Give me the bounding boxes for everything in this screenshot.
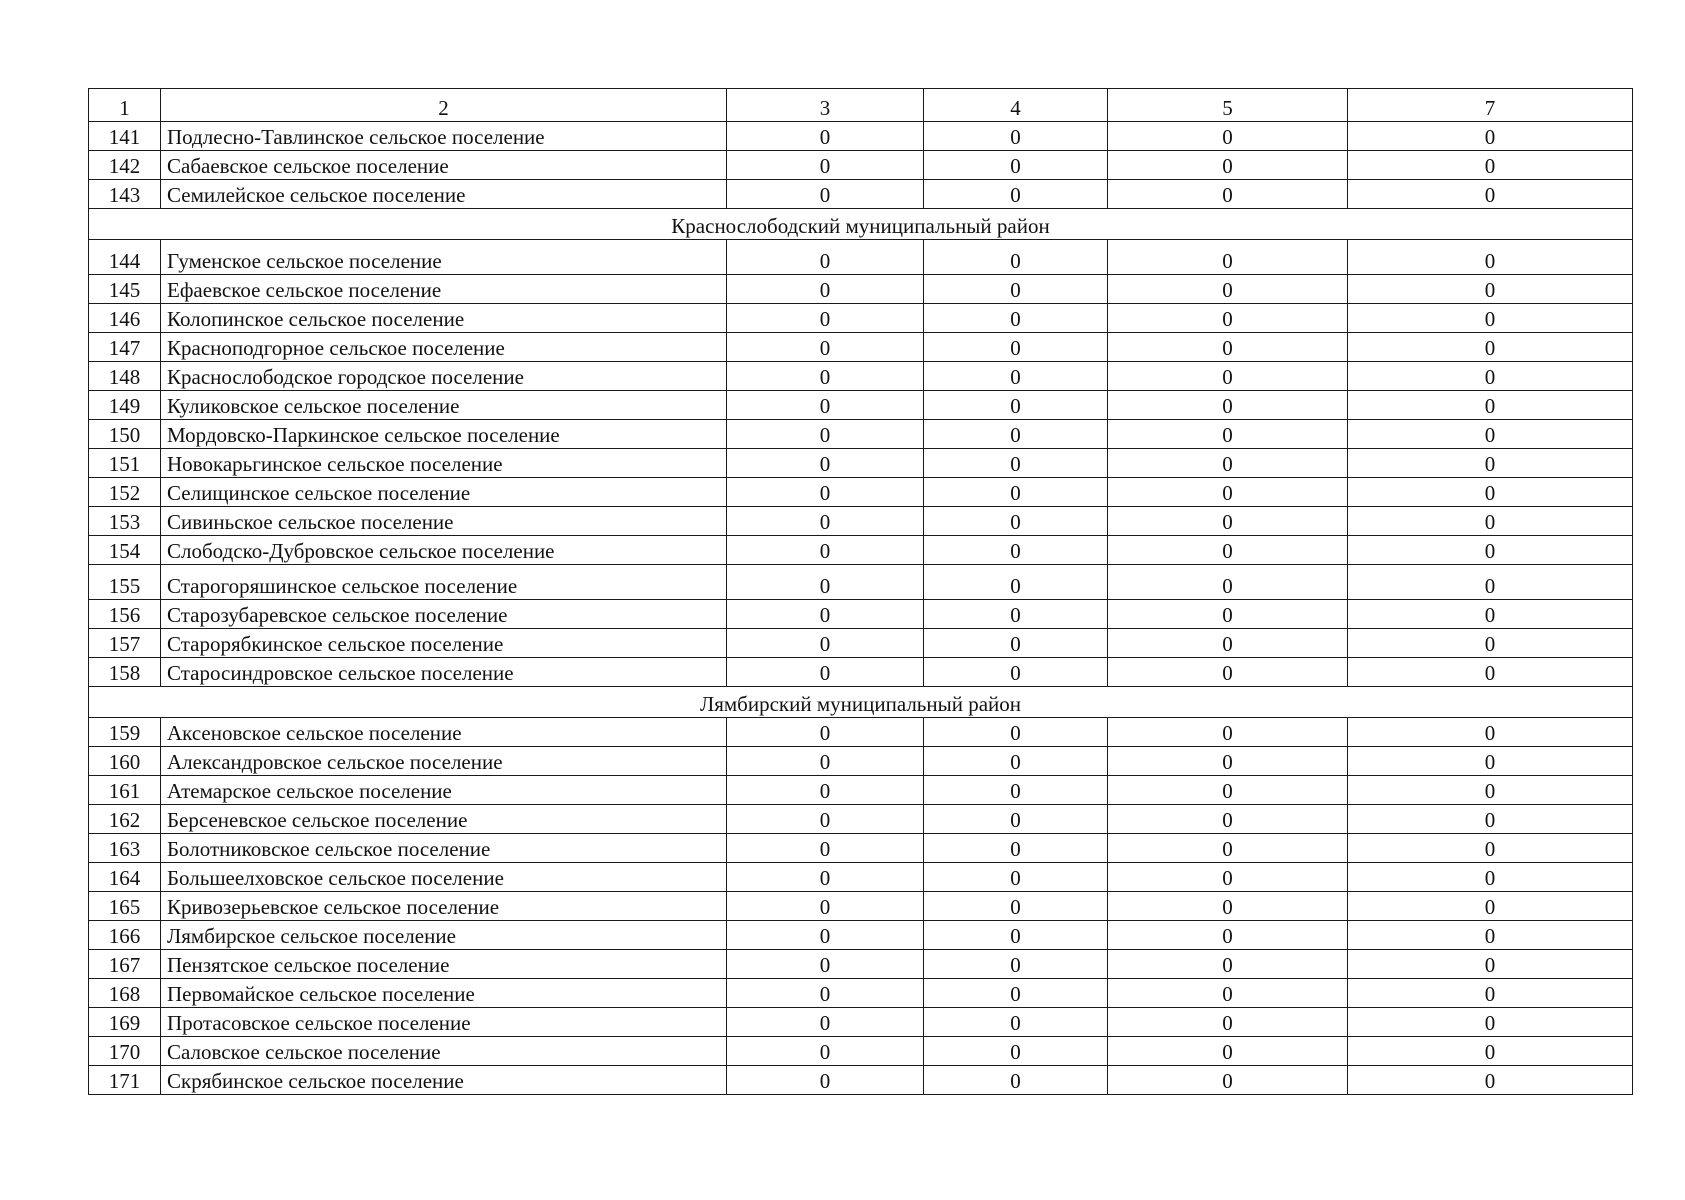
settlement-name: Протасовское сельское поселение (161, 1008, 727, 1037)
value-cell: 0 (1348, 275, 1633, 304)
header-cell: 5 (1108, 89, 1348, 122)
value-cell: 0 (727, 921, 924, 950)
row-number: 146 (89, 304, 161, 333)
value-cell: 0 (924, 362, 1108, 391)
value-cell: 0 (1348, 658, 1633, 687)
value-cell: 0 (1348, 950, 1633, 979)
row-number: 167 (89, 950, 161, 979)
row-number: 171 (89, 1066, 161, 1095)
value-cell: 0 (727, 536, 924, 565)
table-row (89, 658, 1633, 687)
row-number: 164 (89, 863, 161, 892)
row-number: 169 (89, 1008, 161, 1037)
value-cell: 0 (1108, 304, 1348, 333)
table-row (89, 362, 1633, 391)
settlement-name: Лямбирское сельское поселение (161, 921, 727, 950)
header-cell: 4 (924, 89, 1108, 122)
value-cell: 0 (727, 420, 924, 449)
value-cell: 0 (1348, 863, 1633, 892)
value-cell: 0 (1108, 863, 1348, 892)
value-cell: 0 (727, 1008, 924, 1037)
settlement-name: Старозубаревское сельское поселение (161, 600, 727, 629)
header-cell: 7 (1348, 89, 1633, 122)
settlement-name: Скрябинское сельское поселение (161, 1066, 727, 1095)
value-cell: 0 (727, 333, 924, 362)
row-number: 147 (89, 333, 161, 362)
value-cell: 0 (1108, 180, 1348, 209)
value-cell: 0 (1108, 391, 1348, 420)
value-cell: 0 (1108, 478, 1348, 507)
value-cell: 0 (924, 834, 1108, 863)
value-cell: 0 (1348, 420, 1633, 449)
value-cell: 0 (924, 391, 1108, 420)
value-cell: 0 (1108, 834, 1348, 863)
value-cell: 0 (1348, 151, 1633, 180)
value-cell: 0 (924, 333, 1108, 362)
row-number: 160 (89, 747, 161, 776)
row-number: 159 (89, 718, 161, 747)
value-cell: 0 (1108, 565, 1348, 600)
value-cell: 0 (727, 122, 924, 151)
value-cell: 0 (727, 1037, 924, 1066)
table-row (89, 747, 1633, 776)
table-row (89, 1037, 1633, 1066)
value-cell: 0 (924, 420, 1108, 449)
table-row (89, 921, 1633, 950)
settlement-name: Колопинское сельское поселение (161, 304, 727, 333)
value-cell: 0 (1348, 776, 1633, 805)
row-number: 157 (89, 629, 161, 658)
value-cell: 0 (727, 834, 924, 863)
value-cell: 0 (727, 892, 924, 921)
value-cell: 0 (924, 240, 1108, 275)
settlement-name: Слободско-Дубровское сельское поселение (161, 536, 727, 565)
row-number: 151 (89, 449, 161, 478)
row-number: 154 (89, 536, 161, 565)
value-cell: 0 (1348, 536, 1633, 565)
value-cell: 0 (1348, 979, 1633, 1008)
table-row (89, 1066, 1633, 1095)
table-row (89, 275, 1633, 304)
value-cell: 0 (924, 629, 1108, 658)
section-title: Краснослободский муниципальный район (89, 209, 1633, 240)
settlement-name: Ефаевское сельское поселение (161, 275, 727, 304)
header-cell: 3 (727, 89, 924, 122)
settlement-name: Аксеновское сельское поселение (161, 718, 727, 747)
value-cell: 0 (1108, 151, 1348, 180)
value-cell: 0 (1108, 629, 1348, 658)
table-row (89, 776, 1633, 805)
settlement-name: Александровское сельское поселение (161, 747, 727, 776)
table-row (89, 180, 1633, 209)
section-row (89, 209, 1633, 240)
settlement-name: Куликовское сельское поселение (161, 391, 727, 420)
row-number: 168 (89, 979, 161, 1008)
value-cell: 0 (727, 1066, 924, 1095)
value-cell: 0 (1108, 776, 1348, 805)
value-cell: 0 (1348, 304, 1633, 333)
header-cell: 2 (161, 89, 727, 122)
settlement-name: Атемарское сельское поселение (161, 776, 727, 805)
value-cell: 0 (1108, 449, 1348, 478)
value-cell: 0 (1108, 275, 1348, 304)
value-cell: 0 (924, 658, 1108, 687)
value-cell: 0 (924, 507, 1108, 536)
value-cell: 0 (924, 1008, 1108, 1037)
settlements-table (88, 88, 1633, 1095)
settlement-name: Болотниковское сельское поселение (161, 834, 727, 863)
value-cell: 0 (924, 122, 1108, 151)
table-row (89, 391, 1633, 420)
row-number: 163 (89, 834, 161, 863)
value-cell: 0 (1108, 921, 1348, 950)
row-number: 144 (89, 240, 161, 275)
table-row (89, 834, 1633, 863)
value-cell: 0 (924, 892, 1108, 921)
value-cell: 0 (1348, 391, 1633, 420)
value-cell: 0 (1108, 718, 1348, 747)
row-number: 142 (89, 151, 161, 180)
value-cell: 0 (727, 600, 924, 629)
row-number: 166 (89, 921, 161, 950)
value-cell: 0 (727, 362, 924, 391)
value-cell: 0 (727, 507, 924, 536)
value-cell: 0 (727, 950, 924, 979)
value-cell: 0 (1108, 1037, 1348, 1066)
value-cell: 0 (1348, 1037, 1633, 1066)
row-number: 145 (89, 275, 161, 304)
value-cell: 0 (1348, 600, 1633, 629)
value-cell: 0 (1348, 1066, 1633, 1095)
table-row (89, 565, 1633, 600)
settlement-name: Мордовско-Паркинское сельское поселение (161, 420, 727, 449)
value-cell: 0 (1108, 979, 1348, 1008)
value-cell: 0 (924, 151, 1108, 180)
table-row (89, 805, 1633, 834)
settlement-name: Пензятское сельское поселение (161, 950, 727, 979)
value-cell: 0 (1348, 180, 1633, 209)
value-cell: 0 (1348, 805, 1633, 834)
table-row (89, 600, 1633, 629)
value-cell: 0 (924, 921, 1108, 950)
value-cell: 0 (727, 449, 924, 478)
value-cell: 0 (727, 629, 924, 658)
value-cell: 0 (1108, 600, 1348, 629)
value-cell: 0 (727, 275, 924, 304)
table-body (89, 89, 1633, 1095)
value-cell: 0 (1348, 565, 1633, 600)
value-cell: 0 (1348, 122, 1633, 151)
value-cell: 0 (727, 478, 924, 507)
settlement-name: Старорябкинское сельское поселение (161, 629, 727, 658)
value-cell: 0 (1348, 747, 1633, 776)
table-row (89, 478, 1633, 507)
value-cell: 0 (1348, 834, 1633, 863)
row-number: 158 (89, 658, 161, 687)
row-number: 143 (89, 180, 161, 209)
row-number: 156 (89, 600, 161, 629)
value-cell: 0 (1108, 805, 1348, 834)
value-cell: 0 (924, 805, 1108, 834)
settlement-name: Селищинское сельское поселение (161, 478, 727, 507)
section-row (89, 687, 1633, 718)
table-row (89, 333, 1633, 362)
value-cell: 0 (1348, 507, 1633, 536)
table-row (89, 304, 1633, 333)
value-cell: 0 (924, 979, 1108, 1008)
value-cell: 0 (1348, 921, 1633, 950)
table-row (89, 420, 1633, 449)
settlement-name: Красноподгорное сельское поселение (161, 333, 727, 362)
value-cell: 0 (1348, 333, 1633, 362)
table-row (89, 536, 1633, 565)
value-cell: 0 (1348, 892, 1633, 921)
value-cell: 0 (924, 304, 1108, 333)
header-row (89, 89, 1633, 122)
settlement-name: Сивиньское сельское поселение (161, 507, 727, 536)
row-number: 150 (89, 420, 161, 449)
row-number: 161 (89, 776, 161, 805)
value-cell: 0 (727, 240, 924, 275)
value-cell: 0 (1348, 362, 1633, 391)
value-cell: 0 (727, 658, 924, 687)
row-number: 141 (89, 122, 161, 151)
header-cell: 1 (89, 89, 161, 122)
settlement-name: Старосиндровское сельское поселение (161, 658, 727, 687)
value-cell: 0 (1108, 240, 1348, 275)
value-cell: 0 (924, 776, 1108, 805)
row-number: 149 (89, 391, 161, 420)
value-cell: 0 (1348, 449, 1633, 478)
value-cell: 0 (1108, 333, 1348, 362)
value-cell: 0 (727, 718, 924, 747)
row-number: 162 (89, 805, 161, 834)
table-row (89, 507, 1633, 536)
table-row (89, 122, 1633, 151)
value-cell: 0 (1108, 658, 1348, 687)
table-row (89, 863, 1633, 892)
table-row (89, 1008, 1633, 1037)
settlement-name: Большеелховское сельское поселение (161, 863, 727, 892)
table-row (89, 629, 1633, 658)
value-cell: 0 (924, 718, 1108, 747)
settlement-name: Семилейское сельское поселение (161, 180, 727, 209)
value-cell: 0 (727, 805, 924, 834)
value-cell: 0 (1108, 420, 1348, 449)
value-cell: 0 (1108, 950, 1348, 979)
row-number: 155 (89, 565, 161, 600)
value-cell: 0 (924, 950, 1108, 979)
value-cell: 0 (1348, 478, 1633, 507)
value-cell: 0 (727, 304, 924, 333)
value-cell: 0 (924, 565, 1108, 600)
value-cell: 0 (727, 979, 924, 1008)
row-number: 148 (89, 362, 161, 391)
value-cell: 0 (727, 747, 924, 776)
value-cell: 0 (727, 391, 924, 420)
value-cell: 0 (1108, 1066, 1348, 1095)
table-row (89, 718, 1633, 747)
section-title: Лямбирский муниципальный район (89, 687, 1633, 718)
settlement-name: Сабаевское сельское поселение (161, 151, 727, 180)
value-cell: 0 (727, 151, 924, 180)
settlement-name: Новокарьгинское сельское поселение (161, 449, 727, 478)
value-cell: 0 (1108, 1008, 1348, 1037)
settlement-name: Саловское сельское поселение (161, 1037, 727, 1066)
value-cell: 0 (1348, 240, 1633, 275)
value-cell: 0 (924, 1037, 1108, 1066)
value-cell: 0 (1108, 892, 1348, 921)
value-cell: 0 (1348, 1008, 1633, 1037)
row-number: 153 (89, 507, 161, 536)
settlement-name: Краснослободское городское поселение (161, 362, 727, 391)
value-cell: 0 (924, 449, 1108, 478)
row-number: 165 (89, 892, 161, 921)
value-cell: 0 (924, 536, 1108, 565)
value-cell: 0 (924, 1066, 1108, 1095)
value-cell: 0 (1108, 747, 1348, 776)
settlement-name: Гуменское сельское поселение (161, 240, 727, 275)
row-number: 170 (89, 1037, 161, 1066)
table-row (89, 449, 1633, 478)
table-row (89, 151, 1633, 180)
row-number: 152 (89, 478, 161, 507)
value-cell: 0 (1108, 536, 1348, 565)
value-cell: 0 (924, 478, 1108, 507)
table-row (89, 240, 1633, 275)
value-cell: 0 (1348, 718, 1633, 747)
settlement-name: Кривозерьевское сельское поселение (161, 892, 727, 921)
settlement-name: Старогоряшинское сельское поселение (161, 565, 727, 600)
settlement-name: Подлесно-Тавлинское сельское поселение (161, 122, 727, 151)
value-cell: 0 (727, 180, 924, 209)
value-cell: 0 (727, 776, 924, 805)
table-row (89, 950, 1633, 979)
table-row (89, 892, 1633, 921)
value-cell: 0 (1108, 507, 1348, 536)
value-cell: 0 (924, 180, 1108, 209)
value-cell: 0 (1108, 362, 1348, 391)
table-row (89, 979, 1633, 1008)
value-cell: 0 (924, 747, 1108, 776)
value-cell: 0 (924, 275, 1108, 304)
value-cell: 0 (1348, 629, 1633, 658)
value-cell: 0 (727, 565, 924, 600)
value-cell: 0 (1108, 122, 1348, 151)
settlement-name: Первомайское сельское поселение (161, 979, 727, 1008)
value-cell: 0 (924, 600, 1108, 629)
settlement-name: Берсеневское сельское поселение (161, 805, 727, 834)
value-cell: 0 (924, 863, 1108, 892)
value-cell: 0 (727, 863, 924, 892)
